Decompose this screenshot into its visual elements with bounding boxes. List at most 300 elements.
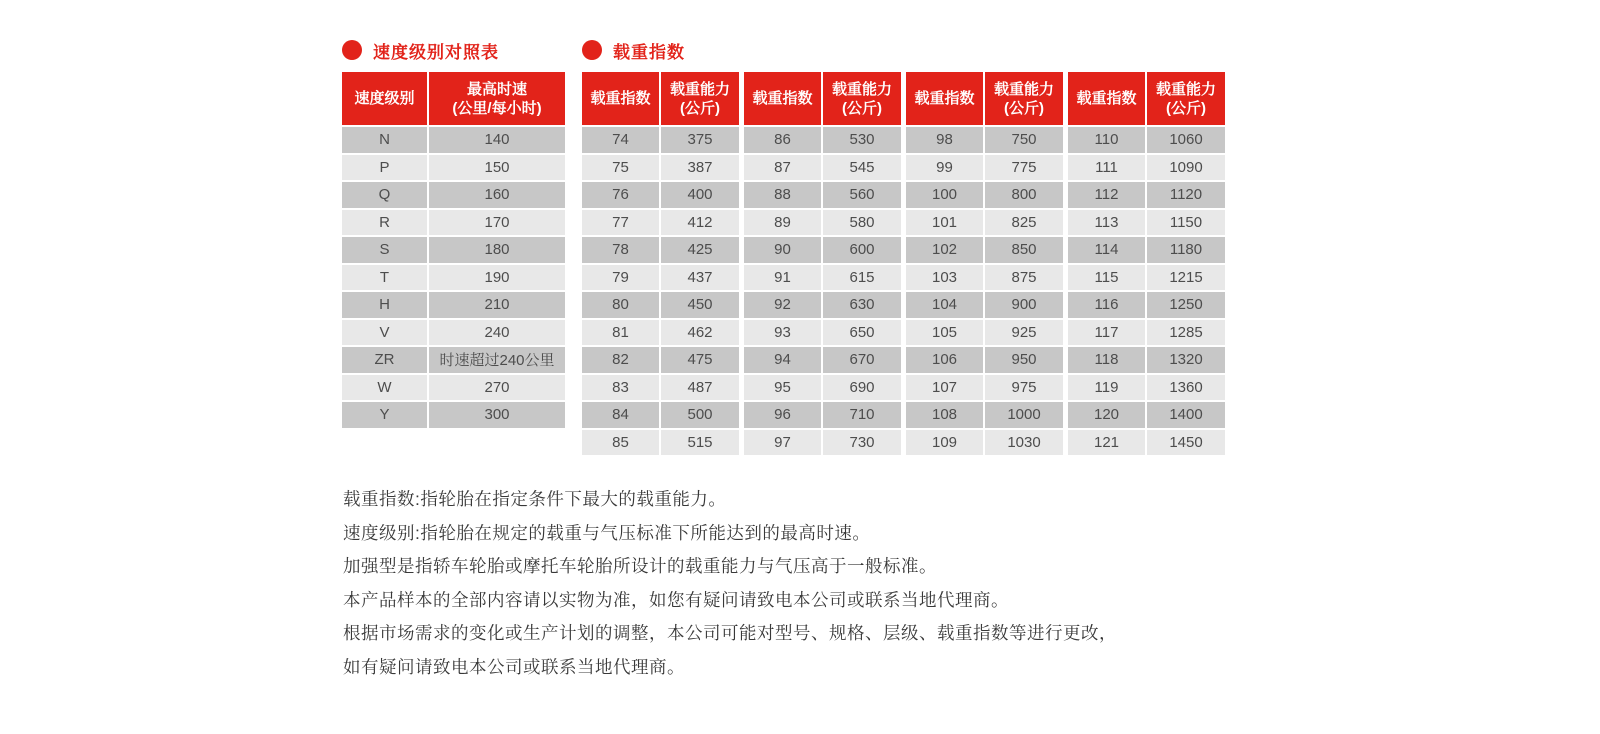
load-index-cell: [744, 292, 821, 318]
load-capacity-cell: [985, 430, 1063, 456]
load-capacity-header-text: (公斤): [842, 99, 882, 117]
load-index-cell: [582, 402, 659, 428]
load-capacity-cell: [823, 430, 901, 456]
load-capacity-cell: [1147, 402, 1225, 428]
load-capacity-cell: [823, 292, 901, 318]
load-capacity-cell-text: 1250: [1169, 296, 1203, 314]
footnotes: [343, 483, 1117, 685]
load-index-cell: [744, 265, 821, 291]
load-capacity-cell-text: 615: [849, 268, 875, 286]
speed-grade-cell: [342, 237, 427, 263]
load-capacity-cell-text: 710: [849, 406, 875, 424]
load-index-cell: [582, 292, 659, 318]
load-table-row: [582, 127, 1225, 153]
load-capacity-cell: [985, 402, 1063, 428]
load-index-cell: [1068, 402, 1145, 428]
load-capacity-header-text: 载重能力: [1155, 80, 1216, 98]
load-capacity-cell-text: 450: [687, 296, 713, 314]
load-index-cell-text: 113: [1094, 213, 1119, 231]
load-capacity-cell: [823, 155, 901, 181]
load-index-cell: [906, 127, 983, 153]
load-index-header: [906, 72, 983, 125]
load-table-row: [582, 237, 1225, 263]
load-capacity-cell: [985, 155, 1063, 181]
load-index-header-text: 载重指数: [1076, 90, 1137, 107]
load-index-cell-text: 90: [774, 241, 791, 259]
load-index-header: [1068, 72, 1145, 125]
max-speed-cell: [429, 265, 565, 291]
load-index-cell: [582, 430, 659, 456]
load-index-cell-text: 115: [1094, 268, 1119, 286]
load-capacity-cell-text: 500: [687, 406, 713, 424]
speed-table-row: [342, 292, 565, 318]
load-capacity-cell: [661, 292, 739, 318]
speed-grade-cell: [342, 402, 427, 428]
load-capacity-cell: [661, 402, 739, 428]
load-capacity-cell: [1147, 292, 1225, 318]
load-table-row: [582, 375, 1225, 401]
speed-table-header-row: [342, 72, 565, 125]
load-capacity-cell-text: 1060: [1169, 131, 1203, 149]
max-speed-cell-text: 170: [484, 213, 510, 231]
load-index-cell: [906, 182, 983, 208]
load-index-cell-text: 88: [774, 186, 791, 204]
load-index-cell-text: 91: [774, 268, 791, 286]
load-index-cell-text: 103: [931, 268, 958, 286]
load-index-cell: [1068, 265, 1145, 291]
speed-grade-cell-text: Y: [379, 406, 390, 424]
max-speed-cell: [429, 402, 565, 428]
load-index-cell: [1068, 127, 1145, 153]
load-capacity-cell: [661, 127, 739, 153]
max-speed-header-text: 最高时速: [466, 80, 527, 98]
load-capacity-cell-text: 560: [849, 186, 875, 204]
load-index-cell-text: 89: [774, 213, 791, 231]
load-capacity-cell: [661, 155, 739, 181]
load-capacity-cell: [1147, 320, 1225, 346]
load-index-cell: [906, 210, 983, 236]
speed-table-row: [342, 347, 565, 373]
load-index-cell: [744, 210, 821, 236]
footnote-line: 根据市场需求的变化或生产计划的调整，本公司可能对型号、规格、层级、载重指数等进行更改，: [343, 623, 1117, 644]
load-capacity-cell: [823, 210, 901, 236]
load-capacity-cell: [985, 127, 1063, 153]
load-index-cell: [1068, 237, 1145, 263]
load-index-cell-text: 119: [1094, 378, 1119, 396]
load-index-cell-text: 100: [931, 186, 958, 204]
load-capacity-header-text: 载重能力: [669, 80, 730, 98]
speed-grade-cell-text: H: [379, 296, 390, 314]
load-index-cell-text: 95: [774, 378, 791, 396]
speed-table-row: [342, 320, 565, 346]
load-capacity-cell-text: 1285: [1169, 323, 1203, 341]
load-capacity-cell-text: 690: [849, 378, 875, 396]
max-speed-cell-text: 150: [484, 158, 510, 176]
load-table-row: [582, 155, 1225, 181]
load-capacity-cell: [661, 182, 739, 208]
load-capacity-header-text: (公斤): [1004, 99, 1044, 117]
load-capacity-cell: [661, 237, 739, 263]
load-capacity-cell-text: 1320: [1169, 351, 1203, 369]
max-speed-cell: [429, 347, 565, 373]
speed-grade-cell: [342, 347, 427, 373]
load-index-cell: [1068, 430, 1145, 456]
load-capacity-cell-text: 1450: [1169, 433, 1203, 451]
load-index-cell: [1068, 182, 1145, 208]
load-index-cell: [906, 347, 983, 373]
load-capacity-cell: [661, 265, 739, 291]
load-capacity-cell: [985, 265, 1063, 291]
speed-grade-cell: [342, 182, 427, 208]
load-table-row: [582, 430, 1225, 456]
load-index-cell: [582, 265, 659, 291]
load-capacity-cell-text: 800: [1011, 186, 1037, 204]
load-capacity-cell: [1147, 127, 1225, 153]
load-capacity-cell: [823, 347, 901, 373]
load-index-cell-text: 81: [612, 323, 629, 341]
load-table-row: [582, 320, 1225, 346]
load-capacity-cell-text: 1090: [1169, 158, 1203, 176]
speed-grade-cell-text: T: [379, 268, 390, 286]
load-capacity-cell: [985, 320, 1063, 346]
load-index-cell: [744, 155, 821, 181]
speed-grade-cell-text: ZR: [374, 351, 395, 369]
max-speed-cell-text: 300: [484, 406, 510, 424]
load-index-cell: [906, 430, 983, 456]
load-index-cell: [906, 320, 983, 346]
footnote-line: 加强型是指轿车轮胎或摩托车轮胎所设计的载重能力与气压高于一般标准。: [343, 556, 937, 577]
load-index-cell-text: 96: [774, 406, 791, 424]
load-table-title: [582, 40, 685, 60]
load-index-cell: [582, 155, 659, 181]
load-capacity-cell: [985, 347, 1063, 373]
load-capacity-header: [985, 72, 1063, 125]
load-index-cell-text: 105: [931, 323, 958, 341]
load-index-cell: [906, 265, 983, 291]
speed-grade-cell-text: N: [379, 131, 390, 149]
load-capacity-cell-text: 462: [687, 323, 713, 341]
speed-grade-cell: [342, 320, 427, 346]
max-speed-header: [429, 72, 565, 125]
load-capacity-cell: [1147, 210, 1225, 236]
load-index-cell-text: 85: [612, 433, 629, 451]
red-bullet-icon: [342, 40, 362, 60]
load-index-cell-text: 101: [931, 213, 958, 231]
load-index-cell-text: 94: [774, 351, 791, 369]
load-index-cell-text: 92: [774, 296, 791, 314]
load-index-cell-text: 98: [936, 131, 953, 149]
load-capacity-cell-text: 875: [1011, 268, 1037, 286]
load-capacity-cell-text: 670: [849, 351, 875, 369]
load-index-header-text: 载重指数: [752, 90, 813, 107]
load-index-cell-text: 74: [612, 131, 629, 149]
load-capacity-cell-text: 437: [687, 268, 713, 286]
load-capacity-cell-text: 850: [1011, 241, 1037, 259]
load-index-cell-text: 79: [612, 268, 629, 286]
load-capacity-cell-text: 1120: [1169, 186, 1203, 204]
load-table-row: [582, 182, 1225, 208]
load-table-title-text: 载重指数: [613, 42, 685, 62]
speed-grade-cell-text: S: [379, 241, 390, 259]
max-speed-cell: [429, 237, 565, 263]
load-capacity-cell-text: 1180: [1169, 241, 1203, 259]
load-index-cell: [906, 402, 983, 428]
load-capacity-cell: [661, 375, 739, 401]
load-index-cell-text: 86: [774, 131, 791, 149]
load-index-header-text: 载重指数: [590, 90, 651, 107]
max-speed-cell-text: 140: [484, 131, 510, 149]
load-table-row: [582, 347, 1225, 373]
load-index-cell: [582, 127, 659, 153]
load-index-cell: [744, 127, 821, 153]
speed-rating-table: [342, 72, 565, 428]
load-index-cell: [582, 182, 659, 208]
speed-grade-cell: [342, 127, 427, 153]
load-index-cell-text: 114: [1094, 241, 1119, 259]
speed-table-row: [342, 402, 565, 428]
footnote-line: 载重指数:指轮胎在指定条件下最大的载重能力。: [343, 489, 727, 509]
load-capacity-cell-text: 1150: [1169, 213, 1203, 231]
load-capacity-cell-text: 487: [687, 378, 713, 396]
load-index-cell-text: 120: [1093, 406, 1120, 424]
max-speed-cell: [429, 292, 565, 318]
load-index-cell-text: 78: [612, 241, 629, 259]
load-table-row: [582, 265, 1225, 291]
load-capacity-cell-text: 950: [1011, 351, 1037, 369]
load-index-cell: [744, 320, 821, 346]
load-index-cell-text: 112: [1094, 186, 1119, 204]
load-capacity-header-text: (公斤): [1166, 99, 1206, 117]
max-speed-header-text: (公里/每小时): [452, 99, 542, 117]
load-capacity-cell: [823, 127, 901, 153]
load-index-cell: [744, 375, 821, 401]
load-capacity-cell-text: 975: [1011, 378, 1037, 396]
load-capacity-cell-text: 580: [849, 213, 875, 231]
load-table-row: [582, 402, 1225, 428]
load-index-cell-text: 107: [931, 378, 958, 396]
load-index-cell-text: 82: [612, 351, 629, 369]
load-capacity-cell: [661, 347, 739, 373]
load-capacity-cell-text: 1400: [1169, 406, 1203, 424]
load-capacity-cell-text: 412: [687, 213, 713, 231]
footnote-line: 速度级别:指轮胎在规定的载重与气压标准下所能达到的最高时速。: [343, 522, 871, 543]
load-index-cell: [582, 237, 659, 263]
load-capacity-header: [661, 72, 739, 125]
load-capacity-cell-text: 515: [687, 433, 713, 451]
load-index-cell-text: 99: [936, 158, 953, 176]
load-index-cell-text: 77: [612, 213, 629, 231]
max-speed-cell: [429, 127, 565, 153]
load-index-cell: [1068, 210, 1145, 236]
load-capacity-cell-text: 375: [687, 131, 713, 149]
max-speed-cell: [429, 375, 565, 401]
speed-table-row: [342, 127, 565, 153]
load-capacity-cell-text: 925: [1011, 323, 1037, 341]
load-index-cell-text: 76: [612, 186, 629, 204]
load-capacity-header: [823, 72, 901, 125]
speed-grade-cell-text: W: [377, 378, 392, 396]
load-index-cell: [744, 347, 821, 373]
load-capacity-cell-text: 545: [849, 158, 875, 176]
speed-grade-cell-text: Q: [378, 186, 391, 204]
load-capacity-cell: [1147, 155, 1225, 181]
load-table-row: [582, 210, 1225, 236]
load-index-cell-text: 111: [1095, 158, 1118, 176]
load-index-cell: [582, 210, 659, 236]
load-capacity-cell-text: 475: [687, 351, 713, 369]
max-speed-cell: [429, 182, 565, 208]
load-capacity-cell: [661, 210, 739, 236]
load-capacity-cell: [985, 237, 1063, 263]
speed-grade-cell: [342, 375, 427, 401]
load-index-header: [744, 72, 821, 125]
load-capacity-cell-text: 600: [849, 241, 875, 259]
load-capacity-cell: [985, 182, 1063, 208]
load-capacity-cell: [823, 402, 901, 428]
load-index-cell-text: 104: [931, 296, 958, 314]
load-capacity-cell: [661, 430, 739, 456]
load-index-cell-text: 110: [1094, 131, 1119, 149]
footnote-line: 本产品样本的全部内容请以实物为准，如您有疑问请致电本公司或联系当地代理商。: [343, 589, 1009, 610]
load-index-cell-text: 97: [774, 433, 791, 451]
load-capacity-cell-text: 750: [1011, 131, 1037, 149]
load-capacity-cell-text: 775: [1011, 158, 1037, 176]
speed-grade-cell: [342, 210, 427, 236]
load-table-row: [582, 292, 1225, 318]
max-speed-cell-text: 180: [484, 241, 510, 259]
speed-grade-cell: [342, 292, 427, 318]
load-capacity-cell: [1147, 182, 1225, 208]
load-index-cell-text: 108: [931, 406, 958, 424]
speed-table-row: [342, 265, 565, 291]
load-index-cell-text: 121: [1093, 433, 1120, 451]
load-index-cell-text: 117: [1094, 323, 1119, 341]
load-capacity-cell-text: 900: [1011, 296, 1037, 314]
max-speed-cell: [429, 320, 565, 346]
max-speed-cell-text: 190: [484, 268, 510, 286]
load-index-table: [582, 72, 1225, 455]
load-capacity-cell-text: 1030: [1007, 433, 1041, 451]
speed-grade-cell-text: V: [379, 323, 390, 341]
load-capacity-cell: [823, 320, 901, 346]
load-index-cell-text: 102: [931, 241, 958, 259]
load-capacity-cell-text: 425: [687, 241, 713, 259]
load-capacity-cell-text: 1215: [1169, 268, 1203, 286]
speed-table-row: [342, 375, 565, 401]
load-index-cell: [744, 182, 821, 208]
load-capacity-cell: [823, 237, 901, 263]
speed-table-row: [342, 155, 565, 181]
load-index-cell: [582, 375, 659, 401]
red-bullet-icon: [582, 40, 602, 60]
load-capacity-header-text: 载重能力: [993, 80, 1054, 98]
load-index-cell: [1068, 292, 1145, 318]
load-index-cell-text: 80: [612, 296, 629, 314]
load-index-cell-text: 87: [774, 158, 791, 176]
load-index-cell: [906, 237, 983, 263]
speed-grade-cell: [342, 265, 427, 291]
max-speed-cell-text: 210: [484, 296, 510, 314]
footnote-line: 如有疑问请致电本公司或联系当地代理商。: [343, 656, 685, 677]
load-capacity-cell: [985, 292, 1063, 318]
load-capacity-cell: [1147, 265, 1225, 291]
load-index-cell-text: 93: [774, 323, 791, 341]
max-speed-cell-text: 时速超过240公里: [439, 352, 555, 370]
load-capacity-cell-text: 730: [849, 433, 875, 451]
load-index-cell: [1068, 320, 1145, 346]
load-capacity-cell: [823, 375, 901, 401]
load-index-cell: [906, 375, 983, 401]
load-index-cell-text: 84: [612, 406, 629, 424]
load-capacity-cell-text: 387: [687, 158, 713, 176]
max-speed-cell-text: 240: [484, 323, 510, 341]
load-capacity-cell: [661, 320, 739, 346]
max-speed-cell-text: 160: [484, 186, 510, 204]
load-capacity-cell: [985, 210, 1063, 236]
load-index-cell-text: 118: [1094, 351, 1119, 369]
load-index-cell: [582, 320, 659, 346]
speed-table-title: [342, 40, 499, 60]
load-index-header-text: 载重指数: [914, 90, 975, 107]
load-index-cell-text: 83: [612, 378, 629, 396]
load-index-cell-text: 109: [931, 433, 958, 451]
max-speed-cell: [429, 210, 565, 236]
load-table-header-row: [582, 72, 1225, 125]
load-capacity-cell: [1147, 347, 1225, 373]
load-capacity-cell-text: 650: [849, 323, 875, 341]
load-capacity-cell: [1147, 430, 1225, 456]
load-index-header: [582, 72, 659, 125]
load-capacity-cell: [823, 265, 901, 291]
speed-table-row: [342, 237, 565, 263]
speed-grade-header: [342, 72, 427, 125]
load-index-cell: [744, 402, 821, 428]
load-capacity-cell-text: 630: [849, 296, 875, 314]
max-speed-cell-text: 270: [484, 378, 510, 396]
load-capacity-cell-text: 1360: [1169, 378, 1203, 396]
load-index-cell-text: 116: [1094, 296, 1119, 314]
load-index-cell: [1068, 155, 1145, 181]
load-index-cell: [582, 347, 659, 373]
load-capacity-cell-text: 1000: [1007, 406, 1041, 424]
speed-table-row: [342, 210, 565, 236]
load-index-cell-text: 75: [612, 158, 629, 176]
load-index-cell: [906, 292, 983, 318]
speed-grade-cell-text: P: [379, 158, 390, 176]
load-capacity-cell: [1147, 375, 1225, 401]
speed-grade-header-text: 速度级别: [354, 90, 415, 107]
load-capacity-cell-text: 400: [687, 186, 713, 204]
load-capacity-cell: [1147, 237, 1225, 263]
load-capacity-header: [1147, 72, 1225, 125]
load-index-cell: [744, 430, 821, 456]
speed-grade-cell-text: R: [379, 213, 390, 231]
load-index-cell: [1068, 347, 1145, 373]
speed-table-title-text: 速度级别对照表: [373, 42, 499, 62]
load-capacity-cell-text: 825: [1011, 213, 1037, 231]
load-capacity-header-text: 载重能力: [831, 80, 892, 98]
max-speed-cell: [429, 155, 565, 181]
speed-table-row: [342, 182, 565, 208]
load-capacity-cell: [823, 182, 901, 208]
load-index-cell: [906, 155, 983, 181]
load-capacity-header-text: (公斤): [680, 99, 720, 117]
speed-grade-cell: [342, 155, 427, 181]
load-capacity-cell: [985, 375, 1063, 401]
load-index-cell-text: 106: [931, 351, 958, 369]
load-capacity-cell-text: 530: [849, 131, 875, 149]
load-index-cell: [1068, 375, 1145, 401]
